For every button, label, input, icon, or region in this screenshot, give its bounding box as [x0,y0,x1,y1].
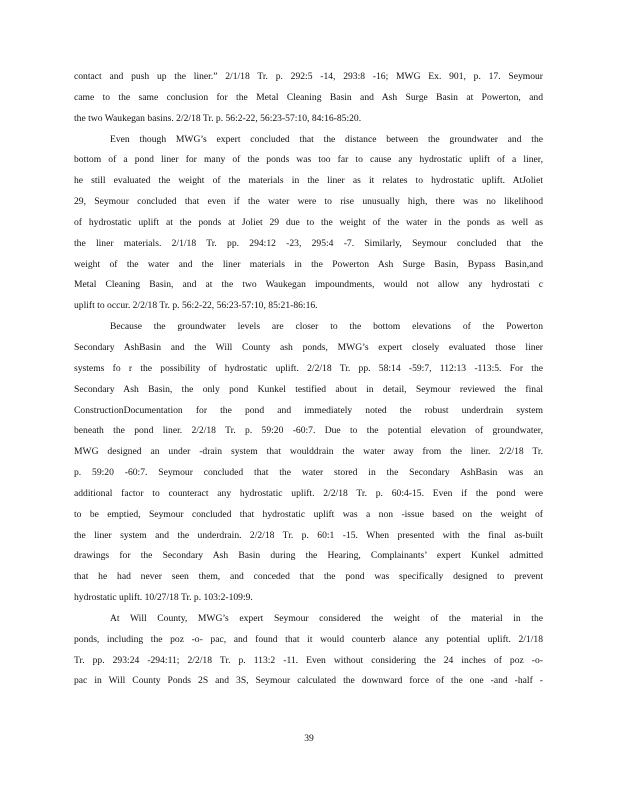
text-line: Secondary AshBasin and the Will County ash ponds, MWG’s expert closely evaluated those liner [74,341,543,353]
text-line: ponds, including the poz -o- pac, and found that it would counterb alance any potential uplift. 2/1/18 [74,633,543,645]
text-line: hydrostatic uplift. 10/27/18 Tr. p. 103:2-109:9. [74,592,253,604]
text-line: uplift to occur. 2/2/18 Tr. p. 56:2-22, 56:23-57:10, 85:21-86:16. [74,300,318,312]
text-line: of hydrostatic uplift at the ponds at Joliet 29 due to the weight of the water in the ponds as well as [74,216,543,228]
text-line: that he had never seen them, and conceded that the pond was specifically designed to prevent [74,571,543,583]
text-line: 29, Seymour concluded that even if the water were to rise unusually high, there was no likelihood [74,196,543,208]
text-line: the liner materials. 2/1/18 Tr. pp. 294:12 -23, 295:4 -7. Similarly, Seymour concluded that the [74,237,543,249]
text-line: the liner system and the underdrain. 2/2/18 Tr. p. 60:1 -15. When presented with the final as-built [74,529,543,541]
text-line: drawings for the Secondary Ash Basin during the Hearing, Complainants’ expert Kunkel admitted [74,550,543,562]
text-line: came to the same conclusion for the Metal Cleaning Basin and Ash Surge Basin at Powerton, and [74,91,543,103]
text-line: bottom of a pond liner for many of the ponds was too far to cause any hydrostatic uplift of a liner, [74,154,543,166]
body-text [74,67,543,692]
text-line: Metal Cleaning Basin, and at the two Waukegan impoundments, would not allow any hydrostati c [74,279,543,291]
text-line: Because the groundwater levels are closer to the bottom elevations of the Powerton [110,321,543,333]
text-line: At Will County, MWG’s expert Seymour considered the weight of the material in the [110,612,543,624]
text-line: he still evaluated the weight of the materials in the liner as it relates to hydrostatic uplift. AtJoliet [74,175,543,187]
text-line: p. 59:20 -60:7. Seymour concluded that the water stored in the Secondary AshBasin was an [74,467,543,479]
text-line: Even though MWG’s expert concluded that the distance between the groundwater and the [110,133,543,145]
text-line: systems fo r the possibility of hydrostatic uplift. 2/2/18 Tr. pp. 58:14 -59:7, 112:13 -113:5. For the [74,362,543,374]
text-line: the two Waukegan basins. 2/2/18 Tr. p. 56:2-22, 56:23-57:10, 84:16-85:20. [74,112,362,124]
text-line: contact and push up the liner.” 2/1/18 Tr. p. 292:5 -14, 293:8 -16; MWG Ex. 901, p. 17. Seymour [74,71,543,82]
page-number: 39 [304,733,314,744]
text-line: pac in Will County Ponds 2S and 3S, Seymour calculated the downward force of the one -and -half - [74,675,543,687]
text-line: to be emptied, Seymour concluded that hydrostatic uplift was a non -issue based on the weight of [74,508,543,520]
text-line: ConstructionDocumentation for the pond and immediately noted the robust underdrain system [74,404,543,416]
text-line: weight of the water and the liner materials in the Powerton Ash Surge Basin, Bypass Basin,and [74,258,543,270]
text-line: additional factor to counteract any hydrostatic uplift. 2/2/18 Tr. p. 60:4-15. Even if the pond were [74,487,543,499]
text-line: Tr. pp. 293:24 -294:11; 2/2/18 Tr. p. 113:2 -11. Even without considering the 24 inches of poz -o- [74,654,543,666]
text-line: MWG designed an under -drain system that woulddrain the water away from the liner. 2/2/18 Tr. [74,446,543,458]
text-line: beneath the pond liner. 2/2/18 Tr. p. 59:20 -60:7. Due to the potential elevation of groundwater, [74,425,543,437]
text-line: Secondary Ash Basin, the only pond Kunkel testified about in detail, Seymour reviewed the final [74,383,543,395]
